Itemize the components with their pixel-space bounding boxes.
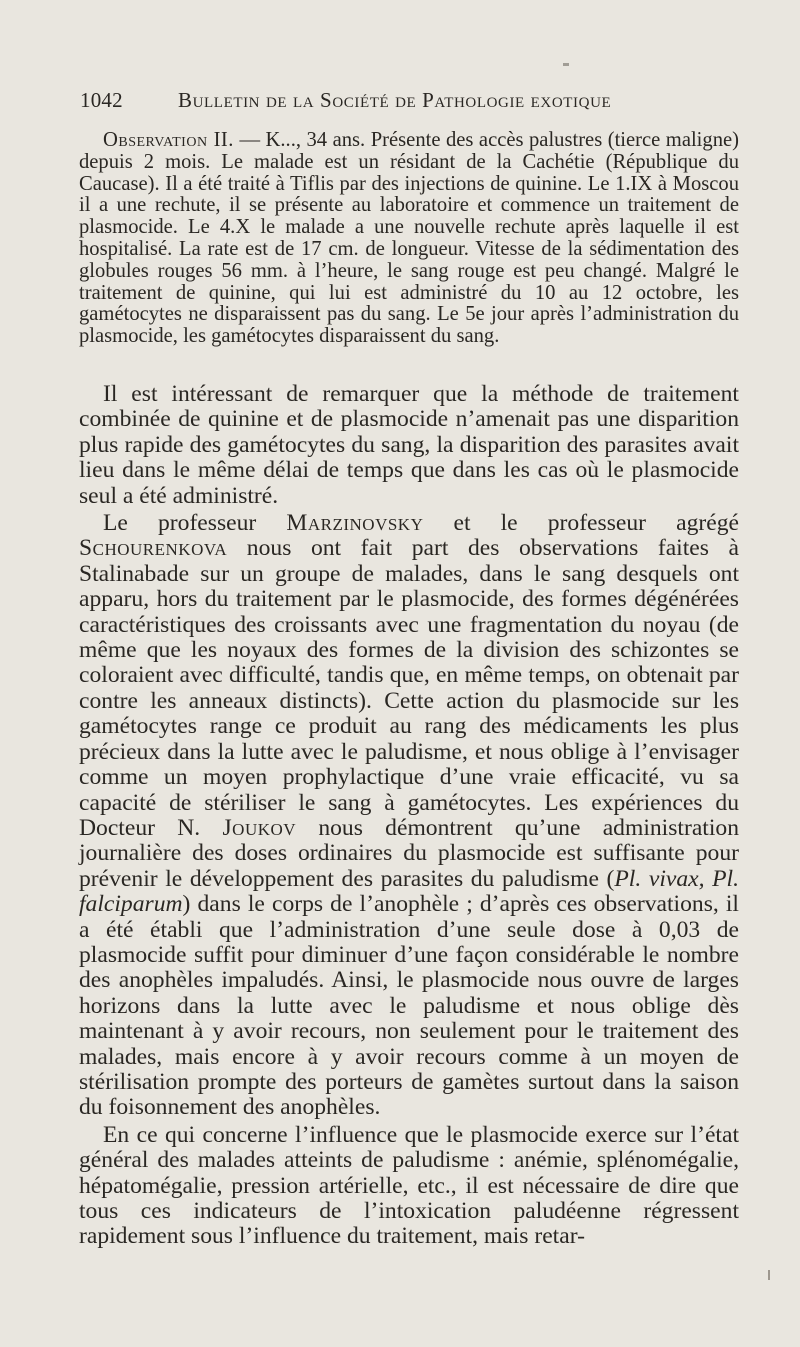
observation-paragraph (79, 130, 739, 348)
paragraph-2-text-mid3: nous démontrent qu’une administration journalière des doses ordinaires du plasmocide est suffisante pour prévenir le développement des parasites du paludisme ( (79, 814, 739, 892)
paragraph-1: Il est intéressant de remarquer que la méthode de traitement combinée de quinine et de plasmocide n’amenait pas une disparition plus rapide des gamétocytes du sang, la disparition des parasites avait lieu dans le même délai de temps que dans les cas où le plasmocide seul a été administré. (79, 381, 739, 509)
observation-text: — K..., 34 ans. Présente des accès palustres (tierce maligne) depuis 2 mois. Le malade est un résidant de la Cachétie (République du Caucase). Il a été traité à Tiflis par des injections de quinine. Le 1.IX à Moscou il a une rechute, il se présente au laboratoire et commence un traitement de plasmocide. Le 4.X le malade a une nouvelle rechute après laquelle il est hospitalisé. La rate est de 17 cm. de longueur. Vitesse de la sédimentation des globules rouges 56 mm. à l’heure, le sang rouge est peu changé. Malgré le traitement de quinine, qui lui est administré du 10 au 12 octobre, les gamétocytes ne disparaissent pas du sang. Le 5e jour après l’administration du plasmocide, les gamétocytes disparaissent du sang. (79, 129, 739, 348)
author-name-marzinovsky: Marzinovsky (286, 510, 424, 537)
species-names: Pl. vivax, Pl. falciparum (79, 865, 739, 918)
paragraph-2-text-mid: et le professeur agrégé (423, 510, 739, 537)
paragraph-2-text-start: Le professeur (103, 510, 287, 537)
margin-mark (768, 1270, 770, 1280)
paper-speck (563, 63, 569, 66)
observation-label: Observation II. (103, 129, 234, 151)
paragraph-2-text-end: ) dans le corps de l’anophèle ; d’après ces observations, il a été établi que l’administration d’une seule dose à 0,03 de plasmocide suffit pour diminuer d’une façon considérable le nombre des anophèles impaludés. Ainsi, le plasmocide nous ouvre de larges horizons dans la lutte avec le paludisme et nous oblige dès maintenant à y avoir recours, non seulement pour le traitement des malades, mais encore à y avoir recours comme à un moyen de stérilisation prompte des porteurs de gamètes surtout dans la saison du foisonnement des anophèles. (79, 891, 739, 1121)
page-number: 1042 (80, 88, 123, 112)
page-header (80, 88, 740, 112)
paragraph-2 (79, 511, 739, 1121)
author-name-schourenkova: Schourenkova (79, 535, 228, 562)
running-title: Bulletin de la Société de Pathologie exotique (178, 88, 612, 112)
body-text (79, 382, 739, 1252)
author-name-joukov: Joukov (222, 814, 297, 841)
paragraph-2-text-mid2: nous ont fait part des observations faites à Stalinabade sur un groupe de malades, dans le sang desquels ont apparu, hors du traitement par le plasmocide, des formes dégénérées caractéristiques des croissants avec une fragmentation du noyau (de même que les noyaux des formes de la division des schizontes se coloraient avec difficulté, tandis que, en même temps, on obtenait par contre les anneaux distincts). Cette action du plasmocide sur les gamétocytes range ce produit au rang des médicaments les plus précieux dans la lutte avec le paludisme, et nous oblige à l’envisager comme un moyen prophylactique d’une vraie efficacité, vu sa capacité de stériliser le sang à gamétocytes. Les expériences du Docteur N. (79, 535, 739, 841)
paragraph-3: En ce qui concerne l’influence que le plasmocide exerce sur l’état général des malades atteints de paludisme : anémie, splénomégalie, hépatomégalie, pression artérielle, etc., il est nécessaire de dire que tous ces indicateurs de l’intoxication paludéenne régressent rapidement sous l’influence du traitement, mais retar- (79, 1121, 739, 1250)
